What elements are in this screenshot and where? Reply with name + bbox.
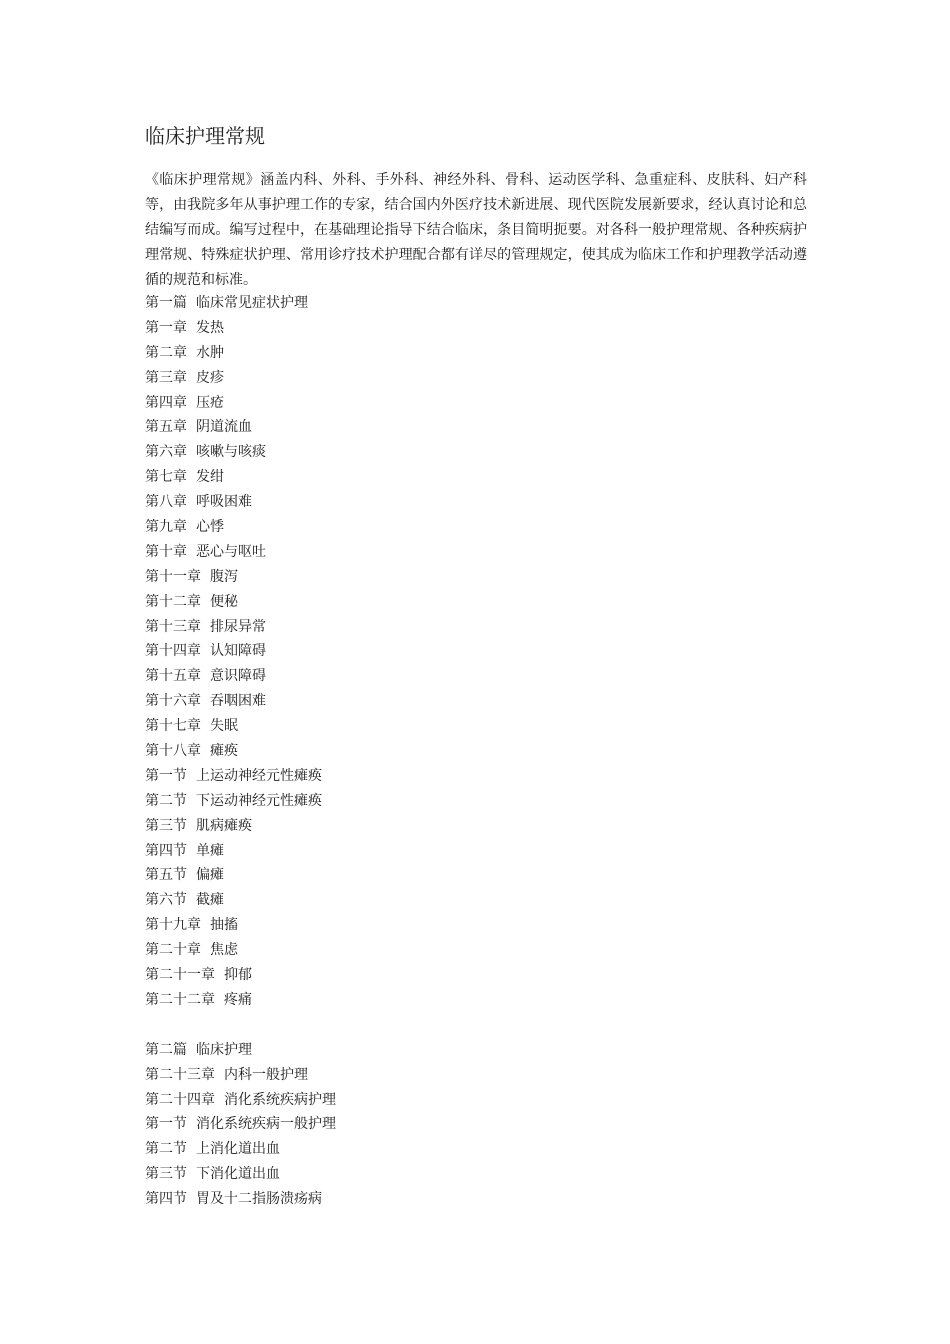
toc-entry-number: 第十九章 — [145, 917, 201, 934]
toc-entry — [145, 888, 336, 913]
toc-entry — [145, 615, 336, 640]
toc-entry — [145, 1088, 336, 1113]
toc-entry-number: 第二十二章 — [145, 991, 215, 1008]
toc-entry — [145, 764, 336, 789]
toc-entry — [145, 863, 336, 888]
toc-entry — [145, 1187, 336, 1212]
toc-entry-text: 肌病瘫痪 — [196, 817, 252, 834]
toc-entry-number: 第二节 — [145, 1141, 187, 1158]
toc-entry — [145, 1038, 336, 1063]
toc-entry — [145, 639, 336, 664]
toc-entry-number: 第八章 — [145, 494, 187, 511]
toc-entry-number: 第二十一章 — [145, 967, 215, 984]
toc-entry-text: 呼吸困难 — [196, 494, 252, 511]
toc-entry-text: 吞咽困难 — [210, 693, 266, 710]
intro-paragraph: 《临床护理常规》涵盖内科、外科、手外科、神经外科、骨科、运动医学科、急重症科、皮肤科、妇产科等，由我院多年从事护理工作的专家，结合国内外医疗技术新进展、现代医院发展新要求，经认真讨论和总结编写而成。编写过程中，在基础理论指导下结合临床，条目简明扼要。对各科一般护理常规、各种疾病护理常规、特殊症状护理、常用诊疗技术护理配合都有详尽的管理规定，使其成为临床工作和护理教学活动遵循的规范和标准。 — [145, 172, 807, 288]
toc-entry-number: 第四节 — [145, 842, 187, 859]
toc-entry-number: 第二十三章 — [145, 1066, 215, 1083]
toc-entry — [145, 1112, 336, 1137]
toc-entry-text: 消化系统疾病一般护理 — [196, 1116, 336, 1133]
toc-entry-number: 第三章 — [145, 369, 187, 386]
toc-entry-number: 第六章 — [145, 444, 187, 461]
toc-entry-text: 上运动神经元性瘫痪 — [196, 767, 322, 784]
toc-entry-text: 下消化道出血 — [196, 1166, 280, 1183]
toc-entry — [145, 391, 336, 416]
toc-entry — [145, 689, 336, 714]
toc-entry — [145, 341, 336, 366]
toc-entry — [145, 938, 336, 963]
toc-entry-number: 第二节 — [145, 792, 187, 809]
toc-entry-number: 第十五章 — [145, 668, 201, 685]
toc-entry-number: 第九章 — [145, 519, 187, 536]
toc-entry-text: 发热 — [196, 319, 224, 336]
toc-entry-number: 第十七章 — [145, 718, 201, 735]
toc-entry-text: 排尿异常 — [210, 618, 266, 635]
document-title: 临床护理常规 — [145, 124, 265, 148]
toc-entry-text: 消化系统疾病护理 — [224, 1091, 336, 1108]
toc-entry-text: 瘫痪 — [210, 743, 238, 760]
toc-entry — [145, 291, 336, 316]
toc-entry-text: 焦虑 — [210, 942, 238, 959]
toc-entry-number: 第七章 — [145, 469, 187, 486]
toc-entry — [145, 913, 336, 938]
toc-entry — [145, 1162, 336, 1187]
toc-entry-text: 咳嗽与咳痰 — [196, 444, 266, 461]
toc-spacer — [145, 1013, 336, 1038]
toc-entry-number: 第十六章 — [145, 693, 201, 710]
toc-entry-number: 第一节 — [145, 1116, 187, 1133]
toc-entry-text: 腹泻 — [210, 568, 238, 585]
toc-entry — [145, 1063, 336, 1088]
toc-entry-number: 第二十四章 — [145, 1091, 215, 1108]
toc-entry-text: 便秘 — [210, 593, 238, 610]
toc-entry — [145, 664, 336, 689]
toc-entry-text: 疼痛 — [224, 991, 252, 1008]
toc-entry-text: 发绀 — [196, 469, 224, 486]
toc-entry — [145, 714, 336, 739]
toc-entry-number: 第一节 — [145, 767, 187, 784]
toc-entry-number: 第四章 — [145, 394, 187, 411]
toc-entry-number: 第三节 — [145, 1166, 187, 1183]
toc-entry-number: 第二章 — [145, 344, 187, 361]
toc-entry-text: 临床常见症状护理 — [196, 295, 308, 311]
toc-entry-number: 第十八章 — [145, 743, 201, 760]
toc-entry-number: 第十章 — [145, 543, 187, 560]
toc-entry-number: 第二十章 — [145, 942, 201, 959]
toc-entry-text: 抽搐 — [210, 917, 238, 934]
toc-entry-text: 下运动神经元性瘫痪 — [196, 792, 322, 809]
toc-entry-number: 第十四章 — [145, 643, 201, 660]
toc-entry-text: 阴道流血 — [196, 419, 252, 436]
toc-entry-text: 意识障碍 — [210, 668, 266, 685]
toc-entry — [145, 590, 336, 615]
toc-entry-text: 抑郁 — [224, 967, 252, 984]
toc-entry-text: 心悸 — [196, 519, 224, 536]
toc-entry — [145, 465, 336, 490]
toc-entry-text: 内科一般护理 — [224, 1066, 308, 1083]
toc-entry-number: 第一篇 — [145, 295, 187, 311]
toc-entry — [145, 1137, 336, 1162]
toc-entry — [145, 540, 336, 565]
toc-entry — [145, 490, 336, 515]
toc-entry-text: 偏瘫 — [196, 867, 224, 884]
toc-entry — [145, 316, 336, 341]
toc-entry — [145, 789, 336, 814]
toc-entry-text: 水肿 — [196, 344, 224, 361]
toc-entry-number: 第五节 — [145, 867, 187, 884]
toc-entry-number: 第四节 — [145, 1191, 187, 1208]
toc-entry-text: 认知障碍 — [210, 643, 266, 660]
toc-entry — [145, 440, 336, 465]
toc-entry-text: 单瘫 — [196, 842, 224, 859]
toc-entry-number: 第一章 — [145, 319, 187, 336]
toc-entry-text: 失眠 — [210, 718, 238, 735]
toc-entry-text: 临床护理 — [196, 1041, 252, 1058]
toc-entry-number: 第十一章 — [145, 568, 201, 585]
toc-entry-number: 第六节 — [145, 892, 187, 909]
toc-entry-text: 恶心与呕吐 — [196, 543, 266, 560]
toc-entry — [145, 739, 336, 764]
toc-entry — [145, 839, 336, 864]
toc-entry-text: 压疮 — [196, 394, 224, 411]
toc-entry-number: 第二篇 — [145, 1041, 187, 1058]
table-of-contents — [145, 291, 336, 1212]
toc-entry — [145, 988, 336, 1013]
toc-entry-number: 第十二章 — [145, 593, 201, 610]
toc-entry-text: 胃及十二指肠溃疡病 — [196, 1191, 322, 1208]
toc-entry-text: 上消化道出血 — [196, 1141, 280, 1158]
toc-entry — [145, 366, 336, 391]
toc-entry — [145, 565, 336, 590]
toc-entry-number: 第三节 — [145, 817, 187, 834]
toc-entry — [145, 963, 336, 988]
toc-entry — [145, 814, 336, 839]
toc-entry-text: 皮疹 — [196, 369, 224, 386]
toc-entry — [145, 515, 336, 540]
toc-entry-number: 第五章 — [145, 419, 187, 436]
toc-entry-text: 截瘫 — [196, 892, 224, 909]
toc-entry-number: 第十三章 — [145, 618, 201, 635]
toc-entry — [145, 415, 336, 440]
